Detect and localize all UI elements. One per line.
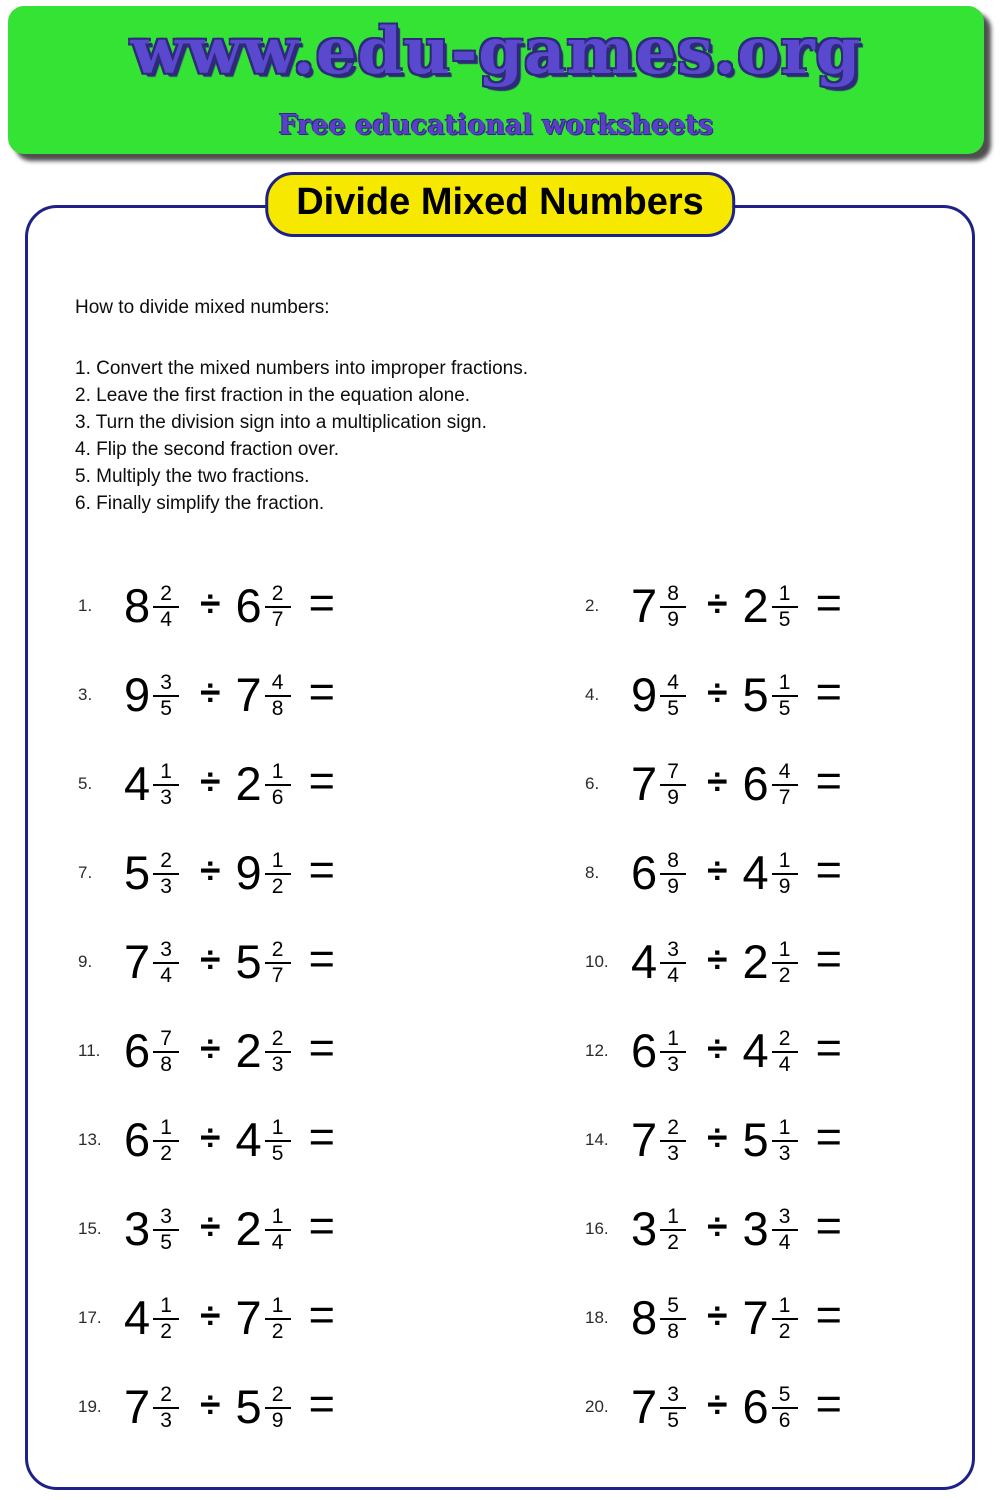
first-fraction — [660, 1384, 686, 1432]
division-sign: ÷ — [200, 1205, 221, 1247]
second-whole-number: 2 — [742, 935, 769, 988]
problem-row — [585, 1288, 938, 1344]
first-fraction — [153, 939, 179, 987]
second-whole-number: 4 — [742, 1024, 769, 1077]
first-fraction-denominator: 9 — [667, 874, 679, 898]
instruction-line: 4. Flip the second fraction over. — [75, 439, 340, 460]
problem-number: 6. — [585, 773, 600, 793]
problem-row — [78, 1377, 585, 1433]
problem-row — [78, 665, 585, 721]
second-fraction-denominator: 5 — [271, 1141, 284, 1165]
first-whole-number: 4 — [631, 935, 658, 988]
second-fraction-numerator: 2 — [265, 1384, 291, 1409]
site-banner — [8, 6, 984, 154]
second-whole-number: 6 — [742, 757, 769, 810]
first-fraction — [660, 672, 686, 720]
first-fraction-numerator: 7 — [660, 761, 686, 786]
second-fraction — [772, 1295, 798, 1343]
second-whole-number: 2 — [235, 1202, 262, 1255]
division-sign: ÷ — [707, 849, 728, 891]
second-fraction-denominator: 6 — [778, 1408, 791, 1432]
first-whole-number: 4 — [124, 757, 151, 810]
first-fraction-numerator: 2 — [153, 583, 179, 608]
problem-number: 8. — [585, 862, 600, 882]
first-fraction-numerator: 5 — [660, 1295, 686, 1320]
second-fraction-denominator: 9 — [271, 1408, 284, 1432]
second-fraction-numerator: 1 — [772, 850, 798, 875]
first-fraction-denominator: 5 — [160, 696, 172, 720]
equals-sign: = — [815, 754, 842, 806]
second-fraction-denominator: 7 — [271, 607, 284, 631]
first-fraction — [153, 850, 179, 898]
first-fraction-denominator: 5 — [160, 1230, 172, 1254]
first-fraction-denominator: 2 — [160, 1319, 172, 1343]
second-fraction-denominator: 5 — [778, 607, 791, 631]
second-fraction-numerator: 2 — [265, 583, 291, 608]
first-fraction — [660, 1295, 686, 1343]
problem-row — [585, 932, 938, 988]
second-fraction-numerator: 2 — [265, 1028, 291, 1053]
equals-sign: = — [308, 1110, 335, 1162]
second-fraction-numerator: 1 — [772, 583, 798, 608]
first-fraction-numerator: 2 — [660, 1117, 686, 1142]
first-fraction-denominator: 8 — [160, 1052, 172, 1076]
problem-row — [585, 665, 938, 721]
first-fraction — [660, 761, 686, 809]
second-fraction — [265, 583, 291, 631]
first-whole-number: 7 — [631, 579, 658, 632]
problem-number: 5. — [78, 773, 93, 793]
instruction-line: 3. Turn the division sign into a multiplication sign. — [75, 412, 487, 433]
equals-sign: = — [308, 1021, 335, 1073]
second-fraction-denominator: 4 — [778, 1052, 791, 1076]
second-whole-number: 5 — [235, 935, 262, 988]
second-fraction-denominator: 8 — [271, 696, 284, 720]
second-fraction-denominator: 9 — [778, 874, 791, 898]
first-fraction-numerator: 4 — [660, 672, 686, 697]
second-fraction-denominator: 2 — [778, 1319, 791, 1343]
problem-row — [78, 1199, 585, 1255]
second-fraction — [265, 1384, 291, 1432]
second-fraction-denominator: 7 — [271, 963, 284, 987]
second-fraction-numerator: 4 — [265, 672, 291, 697]
second-fraction-numerator: 1 — [772, 1295, 798, 1320]
first-fraction — [660, 1117, 686, 1165]
first-whole-number: 3 — [124, 1202, 151, 1255]
first-whole-number: 8 — [631, 1291, 658, 1344]
second-whole-number: 2 — [742, 579, 769, 632]
second-fraction-numerator: 1 — [772, 939, 798, 964]
site-title: www.edu-games.org — [130, 13, 862, 89]
equals-sign: = — [815, 1288, 842, 1340]
problem-number: 12. — [585, 1040, 609, 1060]
instructions-list — [75, 355, 528, 517]
first-fraction-denominator: 5 — [667, 1408, 679, 1432]
second-fraction-numerator: 4 — [772, 761, 798, 786]
problem-number: 18. — [585, 1307, 609, 1327]
second-fraction-numerator: 1 — [265, 1295, 291, 1320]
problem-number: 7. — [78, 862, 93, 882]
second-whole-number: 7 — [235, 668, 262, 721]
second-fraction — [265, 1206, 291, 1254]
division-sign: ÷ — [200, 582, 221, 624]
division-sign: ÷ — [707, 938, 728, 980]
problem-row — [585, 1110, 938, 1166]
first-fraction-denominator: 2 — [667, 1230, 679, 1254]
second-whole-number: 5 — [742, 1113, 769, 1166]
division-sign: ÷ — [200, 1027, 221, 1069]
first-fraction-numerator: 3 — [660, 1384, 686, 1409]
equals-sign: = — [815, 843, 842, 895]
second-fraction — [772, 672, 798, 720]
first-fraction-denominator: 9 — [667, 607, 679, 631]
division-sign: ÷ — [200, 671, 221, 713]
equals-sign: = — [815, 665, 842, 717]
second-whole-number: 2 — [235, 757, 262, 810]
second-fraction-numerator: 5 — [772, 1384, 798, 1409]
first-fraction-denominator: 3 — [667, 1052, 679, 1076]
second-whole-number: 3 — [742, 1202, 769, 1255]
second-whole-number: 5 — [235, 1380, 262, 1433]
first-fraction-numerator: 1 — [660, 1028, 686, 1053]
first-fraction-denominator: 4 — [160, 607, 172, 631]
second-whole-number: 2 — [235, 1024, 262, 1077]
first-fraction — [660, 939, 686, 987]
first-fraction — [660, 850, 686, 898]
division-sign: ÷ — [707, 1383, 728, 1425]
equals-sign: = — [308, 932, 335, 984]
first-fraction — [153, 672, 179, 720]
second-fraction-denominator: 4 — [271, 1230, 284, 1254]
first-fraction-numerator: 1 — [153, 1117, 179, 1142]
second-whole-number: 9 — [235, 846, 262, 899]
second-fraction — [265, 850, 291, 898]
site-tagline: Free educational worksheets — [278, 109, 714, 141]
division-sign: ÷ — [707, 1027, 728, 1069]
instructions-block — [75, 297, 528, 517]
second-whole-number: 6 — [742, 1380, 769, 1433]
equals-sign: = — [308, 576, 335, 628]
equals-sign: = — [308, 754, 335, 806]
first-whole-number: 5 — [124, 846, 151, 899]
second-fraction-denominator: 2 — [778, 963, 791, 987]
problem-number: 2. — [585, 595, 600, 615]
problem-row — [78, 1288, 585, 1344]
instruction-line: 6. Finally simplify the fraction. — [75, 493, 325, 514]
problem-number: 3. — [78, 684, 93, 704]
first-whole-number: 7 — [124, 935, 151, 988]
second-fraction-numerator: 1 — [265, 761, 291, 786]
problem-number: 19. — [78, 1396, 102, 1416]
second-fraction-denominator: 3 — [778, 1141, 791, 1165]
division-sign: ÷ — [200, 938, 221, 980]
first-fraction-denominator: 3 — [160, 785, 172, 809]
division-sign: ÷ — [707, 1294, 728, 1336]
first-fraction-numerator: 2 — [153, 1384, 179, 1409]
first-whole-number: 6 — [631, 1024, 658, 1077]
second-fraction-denominator: 4 — [778, 1230, 791, 1254]
first-fraction-denominator: 2 — [160, 1141, 172, 1165]
second-fraction-numerator: 1 — [772, 672, 798, 697]
first-fraction-denominator: 5 — [667, 696, 679, 720]
problem-row — [78, 754, 585, 810]
first-fraction-numerator: 8 — [660, 583, 686, 608]
first-fraction-numerator: 7 — [153, 1028, 179, 1053]
equals-sign: = — [308, 1288, 335, 1340]
first-fraction-numerator: 3 — [660, 939, 686, 964]
second-fraction-denominator: 2 — [271, 874, 284, 898]
division-sign: ÷ — [200, 760, 221, 802]
second-fraction-numerator: 1 — [265, 850, 291, 875]
first-whole-number: 6 — [631, 846, 658, 899]
second-fraction-numerator: 1 — [772, 1117, 798, 1142]
first-fraction-denominator: 9 — [667, 785, 679, 809]
second-fraction — [265, 1028, 291, 1076]
problem-number: 4. — [585, 684, 600, 704]
first-fraction — [660, 1028, 686, 1076]
first-whole-number: 7 — [631, 757, 658, 810]
second-whole-number: 7 — [235, 1291, 262, 1344]
first-fraction-denominator: 3 — [160, 1408, 172, 1432]
second-fraction-numerator: 1 — [265, 1117, 291, 1142]
second-fraction — [265, 1295, 291, 1343]
second-whole-number: 4 — [742, 846, 769, 899]
problem-row — [78, 932, 585, 988]
problems-grid — [78, 561, 938, 1451]
second-fraction — [772, 939, 798, 987]
first-fraction — [660, 583, 686, 631]
second-fraction — [772, 1117, 798, 1165]
problem-row — [585, 843, 938, 899]
problem-row — [78, 1110, 585, 1166]
equals-sign: = — [815, 932, 842, 984]
equals-sign: = — [308, 665, 335, 717]
first-whole-number: 7 — [631, 1380, 658, 1433]
division-sign: ÷ — [707, 671, 728, 713]
second-fraction — [265, 672, 291, 720]
problem-number: 17. — [78, 1307, 102, 1327]
problem-number: 20. — [585, 1396, 609, 1416]
problem-row — [78, 1021, 585, 1077]
equals-sign: = — [815, 1199, 842, 1251]
division-sign: ÷ — [707, 1116, 728, 1158]
second-fraction — [772, 761, 798, 809]
division-sign: ÷ — [200, 1116, 221, 1158]
second-fraction — [772, 1028, 798, 1076]
second-fraction-numerator: 3 — [772, 1206, 798, 1231]
first-whole-number: 8 — [124, 579, 151, 632]
problem-number: 16. — [585, 1218, 609, 1238]
instructions-heading: How to divide mixed numbers: — [75, 297, 330, 318]
problem-row — [78, 843, 585, 899]
first-fraction-denominator: 4 — [160, 963, 172, 987]
first-fraction — [660, 1206, 686, 1254]
second-fraction — [772, 583, 798, 631]
second-fraction — [265, 761, 291, 809]
division-sign: ÷ — [707, 760, 728, 802]
problem-row — [585, 754, 938, 810]
problem-number: 15. — [78, 1218, 102, 1238]
second-fraction — [772, 1206, 798, 1254]
instruction-line: 1. Convert the mixed numbers into improper fractions. — [75, 358, 529, 379]
second-fraction — [265, 1117, 291, 1165]
first-whole-number: 6 — [124, 1113, 151, 1166]
first-fraction-denominator: 8 — [667, 1319, 679, 1343]
first-fraction — [153, 1384, 179, 1432]
second-fraction-denominator: 7 — [778, 785, 791, 809]
second-fraction — [772, 1384, 798, 1432]
problem-number: 1. — [78, 595, 93, 615]
worksheet-title-badge: Divide Mixed Numbers — [265, 172, 735, 237]
problem-number: 11. — [78, 1040, 101, 1060]
equals-sign: = — [308, 1377, 335, 1429]
first-fraction-denominator: 3 — [160, 874, 172, 898]
first-whole-number: 3 — [631, 1202, 658, 1255]
second-fraction-denominator: 6 — [271, 785, 284, 809]
second-fraction-denominator: 2 — [271, 1319, 284, 1343]
second-whole-number: 6 — [235, 579, 262, 632]
problem-row — [585, 1199, 938, 1255]
equals-sign: = — [815, 576, 842, 628]
problem-row — [78, 576, 585, 632]
division-sign: ÷ — [200, 1383, 221, 1425]
second-whole-number: 7 — [742, 1291, 769, 1344]
first-whole-number: 6 — [124, 1024, 151, 1077]
first-fraction — [153, 1295, 179, 1343]
problem-row — [585, 1377, 938, 1433]
second-fraction — [772, 850, 798, 898]
first-whole-number: 7 — [124, 1380, 151, 1433]
problem-number: 10. — [585, 951, 609, 971]
equals-sign: = — [308, 1199, 335, 1251]
first-fraction — [153, 1117, 179, 1165]
problem-number: 14. — [585, 1129, 609, 1149]
first-whole-number: 4 — [124, 1291, 151, 1344]
equals-sign: = — [815, 1110, 842, 1162]
first-whole-number: 9 — [124, 668, 151, 721]
first-fraction-numerator: 1 — [153, 761, 179, 786]
second-fraction-numerator: 1 — [265, 1206, 291, 1231]
problem-row — [585, 1021, 938, 1077]
second-whole-number: 4 — [235, 1113, 262, 1166]
instruction-line: 5. Multiply the two fractions. — [75, 466, 310, 487]
first-fraction-numerator: 1 — [153, 1295, 179, 1320]
equals-sign: = — [815, 1021, 842, 1073]
problem-row — [585, 576, 938, 632]
second-fraction — [265, 939, 291, 987]
second-fraction-denominator: 3 — [271, 1052, 284, 1076]
first-whole-number: 9 — [631, 668, 658, 721]
first-fraction-numerator: 3 — [153, 939, 179, 964]
first-fraction-numerator: 3 — [153, 1206, 179, 1231]
first-fraction-numerator: 1 — [660, 1206, 686, 1231]
second-whole-number: 5 — [742, 668, 769, 721]
problem-number: 13. — [78, 1129, 102, 1149]
division-sign: ÷ — [200, 1294, 221, 1336]
first-fraction-numerator: 3 — [153, 672, 179, 697]
first-fraction — [153, 761, 179, 809]
first-fraction — [153, 583, 179, 631]
first-whole-number: 7 — [631, 1113, 658, 1166]
first-fraction-denominator: 3 — [667, 1141, 679, 1165]
second-fraction-numerator: 2 — [265, 939, 291, 964]
first-fraction-denominator: 4 — [667, 963, 679, 987]
first-fraction-numerator: 2 — [153, 850, 179, 875]
first-fraction — [153, 1028, 179, 1076]
first-fraction — [153, 1206, 179, 1254]
instruction-line: 2. Leave the first fraction in the equation alone. — [75, 385, 471, 406]
second-fraction-denominator: 5 — [778, 696, 791, 720]
first-fraction-numerator: 8 — [660, 850, 686, 875]
second-fraction-numerator: 2 — [772, 1028, 798, 1053]
problem-number: 9. — [78, 951, 93, 971]
equals-sign: = — [308, 843, 335, 895]
equals-sign: = — [815, 1377, 842, 1429]
division-sign: ÷ — [200, 849, 221, 891]
division-sign: ÷ — [707, 1205, 728, 1247]
division-sign: ÷ — [707, 582, 728, 624]
